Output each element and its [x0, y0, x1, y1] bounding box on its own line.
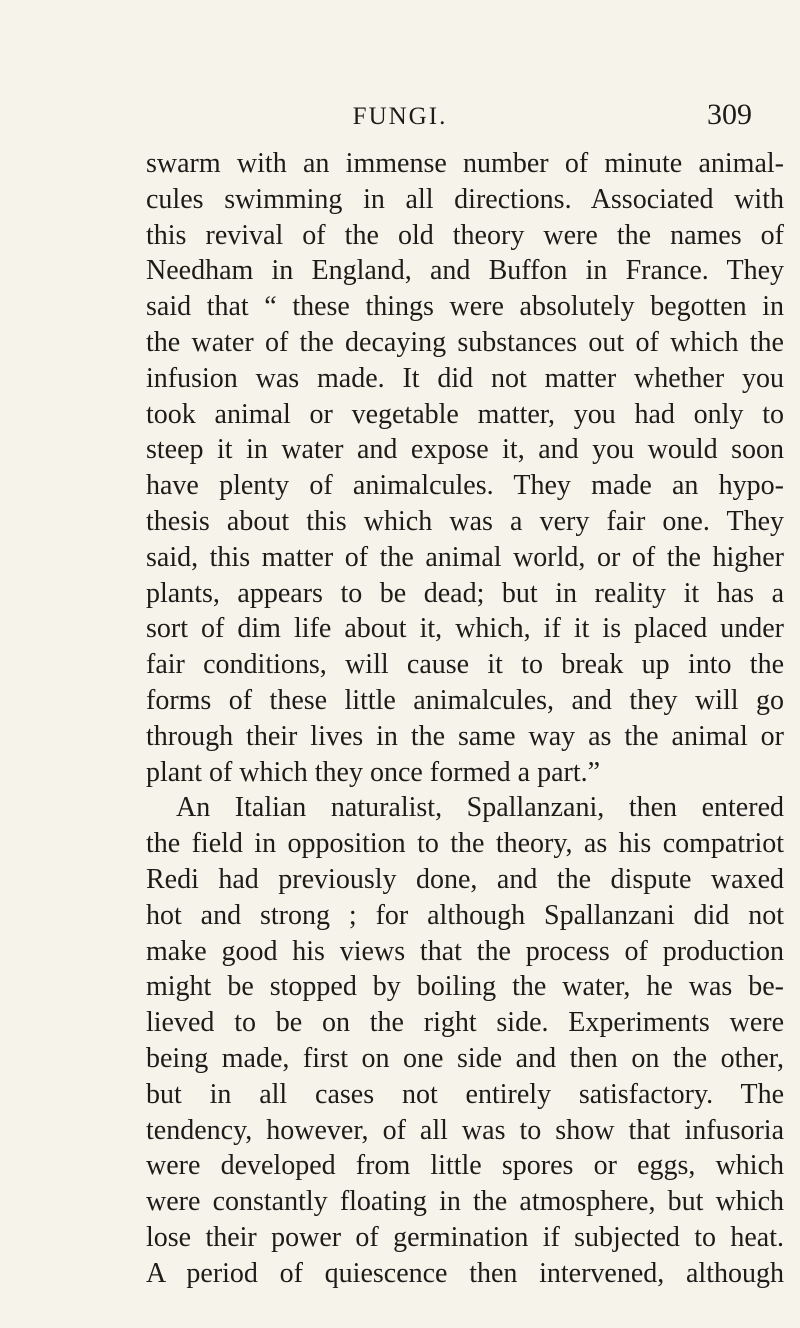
text-line: forms of these little animalcules, and they will go	[146, 684, 784, 716]
text-line: lose their power of germination if subjected to heat.	[146, 1221, 784, 1253]
text-line: tendency, however, of all was to show that infusoria	[146, 1114, 784, 1146]
text-line: but in all cases not entirely satisfactory. The	[146, 1078, 784, 1110]
text-line: steep it in water and expose it, and you would soon	[146, 434, 784, 466]
text-line: took animal or vegetable matter, you had only to	[146, 398, 784, 430]
text-line: have plenty of animalcules. They made an hypo-	[146, 470, 784, 502]
text-line: plant of which they once formed a part.”	[146, 756, 601, 788]
running-title: FUNGI.	[352, 103, 448, 130]
text-line: cules swimming in all directions. Associated with	[146, 183, 784, 215]
text-line: the water of the decaying substances out of which the	[146, 326, 784, 358]
text-line: being made, first on one side and then on the other,	[146, 1042, 784, 1074]
text-line: make good his views that the process of production	[146, 935, 784, 967]
text-line: hot and strong ; for although Spallanzani did not	[146, 899, 784, 931]
text-line: thesis about this which was a very fair one. They	[146, 505, 784, 537]
text-line: were constantly floating in the atmosphere, but which	[146, 1186, 784, 1218]
text-line: Redi had previously done, and the dispute waxed	[146, 863, 784, 895]
page-number: 309	[707, 98, 752, 131]
text-line: said that “ these things were absolutely begotten in	[146, 291, 784, 323]
text-line: this revival of the old theory were the names of	[146, 219, 784, 251]
text-line: fair conditions, will cause it to break up into the	[146, 649, 784, 681]
text-line: lieved to be on the right side. Experiments were	[146, 1007, 784, 1039]
body-text	[146, 146, 784, 1292]
text-line: swarm with an immense number of minute animal-	[146, 148, 784, 179]
text-line: sort of dim life about it, which, if it is placed under	[146, 613, 784, 645]
text-line: A period of quiescence then intervened, although	[146, 1257, 784, 1289]
text-line: infusion was made. It did not matter whether you	[146, 362, 784, 394]
text-line: plants, appears to be dead; but in reality it has a	[146, 577, 784, 609]
text-line: might be stopped by boiling the water, he was be-	[146, 971, 784, 1003]
text-line: An Italian naturalist, Spallanzani, then entered	[176, 792, 784, 824]
text-line: were developed from little spores or eggs, which	[146, 1150, 784, 1182]
text-line: through their lives in the same way as the animal or	[146, 720, 784, 752]
text-line: the field in opposition to the theory, as his compatriot	[146, 828, 784, 860]
text-line: said, this matter of the animal world, or of the higher	[146, 541, 784, 573]
text-line: Needham in England, and Buffon in France. They	[146, 255, 784, 287]
